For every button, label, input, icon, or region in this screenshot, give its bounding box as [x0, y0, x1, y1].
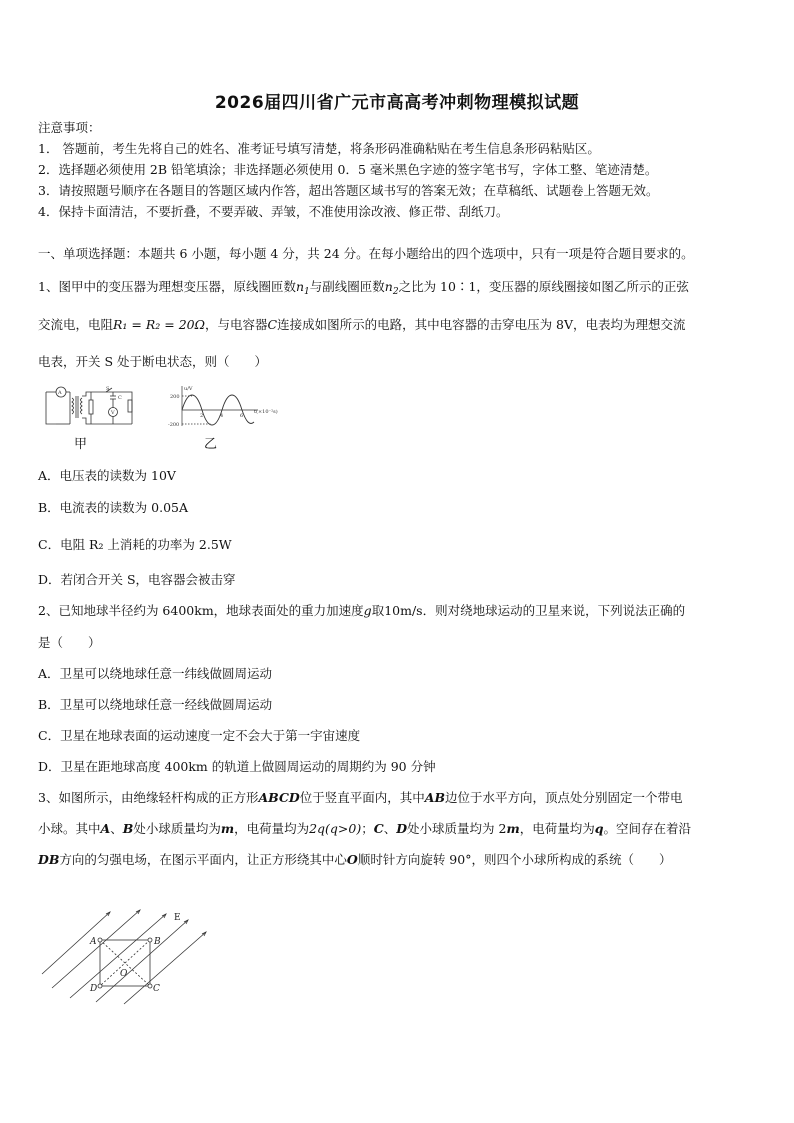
label-C: C [153, 984, 160, 994]
q3-line-1 [38, 789, 756, 807]
label-A: A [90, 937, 97, 947]
q3-text: 小球。其中 [38, 821, 101, 836]
resistor-r1 [89, 400, 93, 414]
fig-jia-label: 甲 [74, 437, 88, 452]
q3-symbol: m [220, 821, 235, 836]
q3-symbol: D [396, 821, 408, 836]
q3-text: ； [361, 821, 374, 836]
q2-text: ．则对绕地球运动的卫星来说，下列说法正确的 [422, 603, 686, 618]
q3-text: 、 [383, 821, 397, 836]
q3-text: 边位于水平方向，顶点处分别固定一个带电 [445, 790, 683, 805]
sine-wave-graph-yi [166, 384, 286, 456]
n2-subscript: 2 [392, 287, 399, 297]
q3-text: 顺时针方向旋转 90°，则四个小球所构成的系统（ ） [357, 852, 672, 867]
circuit-diagram-jia [40, 382, 140, 456]
wave-x-tick: 4 [220, 413, 224, 419]
q1-text: ，与电容器 [204, 317, 268, 332]
q3-symbol: AB [424, 790, 446, 805]
q3-text: 处小球质量均为 2 [407, 821, 507, 836]
n2-symbol: n [384, 279, 393, 294]
q3-text: 方向的匀强电场，在图示平面内，让正方形绕其中心 [59, 852, 347, 867]
q3-symbol: O [346, 852, 358, 867]
notice-item-2: 2．选择题必须使用 2B 铅笔填涂；非选择题必须使用 0．5 毫米黑色字迹的签字笔书写，字体工整、笔迹清楚。 [38, 162, 658, 177]
q3-text: 3、如图所示，由绝缘轻杆构成的正方形 [38, 790, 259, 805]
wave-y-bottom-tick: -200 [168, 422, 180, 428]
q2-option-c: C．卫星在地球表面的运动速度一定不会大于第一宇宙速度 [38, 728, 361, 743]
q2-text: 取 [371, 603, 385, 618]
fig-yi-label: 乙 [204, 437, 218, 452]
q3-symbol: 2q(q>0) [309, 821, 362, 836]
svg-text:C: C [118, 395, 122, 401]
q3-line-3 [38, 851, 756, 869]
q1-text: 1、图甲中的变压器为理想变压器，原线圈匝数 [38, 279, 296, 294]
q2-option-d: D．卫星在距地球高度 400km 的轨道上做圆周运动的周期约为 90 分钟 [38, 759, 436, 774]
page-title: 2026届四川省广元市高高考冲刺物理模拟试题 [214, 93, 580, 113]
q2-option-b: B．卫星可以绕地球任意一经线做圆周运动 [38, 697, 273, 712]
q2-option-a: A．卫星可以绕地球任意一纬线做圆周运动 [38, 666, 273, 681]
notice-item-4: 4．保持卡面清洁，不要折叠，不要弄破、弄皱，不准使用涂改液、修正带、刮纸刀。 [38, 204, 509, 219]
notice-heading: 注意事项： [38, 120, 101, 135]
q3-text: 。空间存在着沿 [603, 821, 691, 836]
q2-line-2: 是（ ） [38, 635, 101, 650]
n1-subscript: 1 [304, 287, 310, 297]
label-B: B [154, 937, 161, 947]
capacitor-symbol: C [267, 317, 278, 332]
notice-item-3: 3．请按照题号顺序在各题目的答题区域内作答，超出答题区域书写的答案无效；在草稿纸、试题卷上答题无效。 [38, 183, 659, 198]
notice-item-1: 1． 答题前，考生先将自己的姓名、准考证号填写清楚，将条形码准确粘贴在考生信息条形码粘贴区。 [38, 141, 600, 156]
q3-symbol: DB [38, 852, 60, 867]
field-square-diagram [40, 906, 210, 1006]
label-E: E [174, 913, 181, 923]
q1-option-b: B．电流表的读数为 0.05A [38, 500, 189, 515]
q3-line-2 [38, 820, 756, 838]
label-D: D [90, 984, 98, 994]
q3-text: 位于竖直平面内，其中 [299, 790, 425, 805]
g-symbol: g [363, 603, 372, 618]
q1-option-d: D．若闭合开关 S，电容器会被击穿 [38, 572, 236, 587]
q1-text: 之比为 10∶1，变压器的原线圈接如图乙所示的正弦 [398, 279, 689, 294]
svg-text:S: S [106, 386, 110, 392]
q1-option-a: A．电压表的读数为 10V [38, 468, 176, 483]
q3-symbol: C [373, 821, 384, 836]
q2-line-1 [38, 602, 756, 620]
n1-symbol: n [295, 279, 305, 294]
q1-line-3: 电表，开关 S 处于断电状态，则（ ） [38, 354, 268, 369]
q1-line-2 [38, 316, 756, 334]
q3-text: 处小球质量均为 [133, 821, 221, 836]
svg-text:A: A [58, 390, 62, 396]
q3-symbol: m [506, 821, 520, 836]
wave-x-tick: 2 [200, 413, 204, 419]
wave-y-top-tick: 200 [170, 394, 180, 400]
q3-text: ，电荷量均为 [519, 821, 595, 836]
q1-text: 与副线圈匝数 [309, 279, 385, 294]
q1-line-1 [38, 278, 756, 301]
section-heading: 一、单项选择题：本题共 6 小题，每小题 4 分，共 24 分。在每小题给出的四个选项中，只有一项是符合题目要求的。 [38, 246, 694, 261]
q3-symbol: B [122, 821, 134, 836]
q3-text: 、 [110, 821, 123, 836]
svg-text:V: V [111, 410, 115, 416]
q1-text: 交流电，电阻 [38, 317, 114, 332]
wave-y-axis-label: u/V [184, 386, 193, 392]
resistor-formula: R₁ = R₂ = 20Ω [113, 317, 205, 332]
resistor-r2 [128, 400, 132, 412]
wave-x-axis-label: t(×10⁻²s) [254, 409, 278, 415]
q1-text: 连接成如图所示的电路，其中电容器的击穿电压为 8V，电表均为理想交流 [277, 317, 686, 332]
q1-option-c: C．电阻 R₂ 上消耗的功率为 2.5W [38, 537, 232, 552]
wave-x-tick: 6 [240, 413, 244, 419]
q3-symbol: ABCD [258, 790, 300, 805]
q3-symbol: q [594, 821, 604, 836]
label-O: O [120, 969, 128, 979]
q2-text: 2、已知地球半径约为 6400km，地球表面处的重力加速度 [38, 603, 364, 618]
q3-text: ，电荷量均为 [234, 821, 310, 836]
q3-symbol: A [100, 821, 111, 836]
g-value: 10m/s [384, 603, 423, 618]
